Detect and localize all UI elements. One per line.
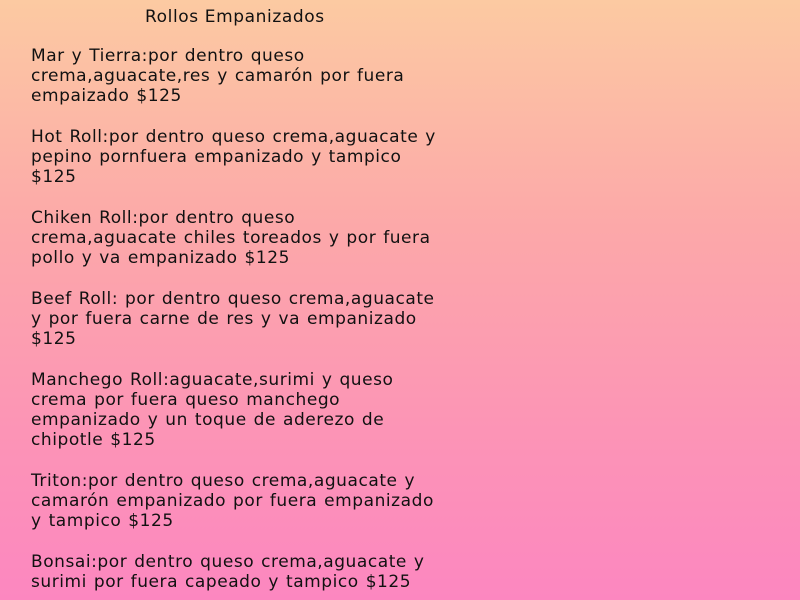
menu-item-bonsai: [31, 552, 791, 592]
menu-list: [31, 46, 791, 600]
menu-item-line: Hot Roll:por dentro queso crema,aguacate y: [31, 127, 436, 147]
menu-item-line: y tampico $125: [31, 511, 174, 531]
menu-item-line: empanizado y un toque de aderezo de: [31, 410, 385, 430]
menu-item-manchego-roll: [31, 370, 791, 450]
menu-item-line: camarón empanizado por fuera empanizado: [31, 491, 434, 511]
menu-item-line: pollo y va empanizado $125: [31, 248, 291, 268]
menu-item-line: empaizado $125: [31, 86, 182, 106]
menu-item-line: surimi por fuera capeado y tampico $125: [31, 572, 412, 592]
menu-item-line: y por fuera carne de res y va empanizado: [31, 309, 417, 329]
menu-item-line: pepino pornfuera empanizado y tampico: [31, 147, 402, 167]
menu-item-chiken-roll: [31, 208, 791, 268]
menu-item-line: crema por fuera queso manchego: [31, 390, 341, 410]
menu-item-line: Beef Roll: por dentro queso crema,aguacate: [31, 289, 435, 309]
menu-item-line: $125: [31, 167, 77, 187]
menu-item-beef-roll: [31, 289, 791, 349]
menu-item-line: Chiken Roll:por dentro queso: [31, 208, 296, 228]
menu-item-line: Manchego Roll:aguacate,surimi y queso: [31, 370, 394, 390]
menu-item-line: crema,aguacate,res y camarón por fuera: [31, 66, 405, 86]
menu-item-line: Triton:por dentro queso crema,aguacate y: [31, 471, 416, 491]
page-title: Rollos Empanizados: [145, 7, 325, 27]
menu-item-triton: [31, 471, 791, 531]
menu-item-line: crema,aguacate chiles toreados y por fuera: [31, 228, 431, 248]
menu-item-line: chipotle $125: [31, 430, 156, 450]
menu-item-line: Mar y Tierra:por dentro queso: [31, 46, 305, 66]
menu-item-line: $125: [31, 329, 77, 349]
menu-item-hot-roll: [31, 127, 791, 187]
menu-item-line: Bonsai:por dentro queso crema,aguacate y: [31, 552, 425, 572]
menu-item-mar-y-tierra: [31, 46, 791, 106]
